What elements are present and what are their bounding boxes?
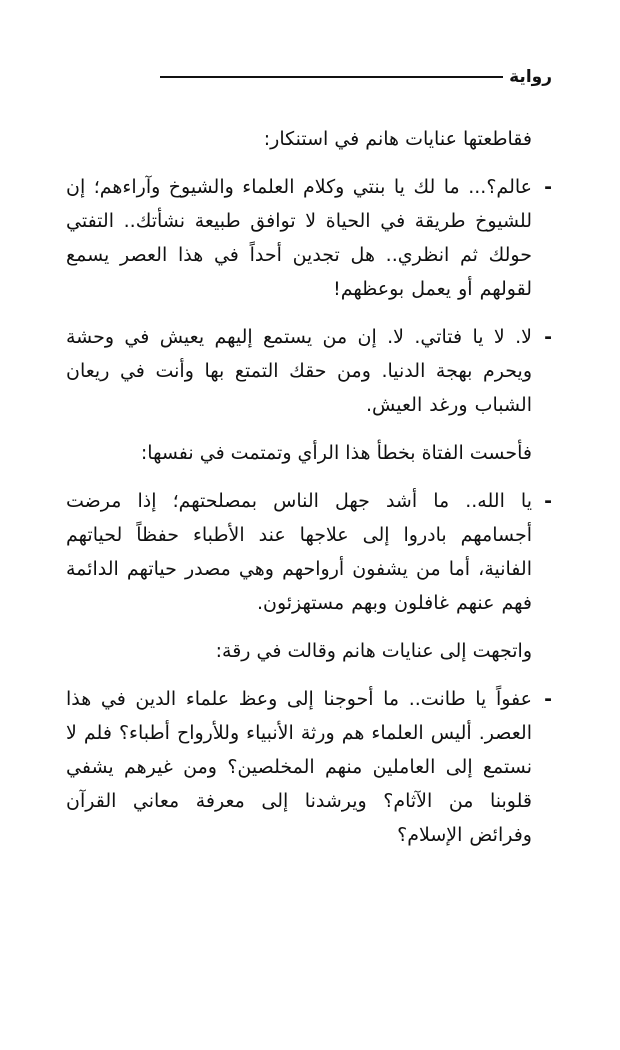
dialogue-text: لا. لا يا فتاتي. لا. إن من يستمع إليهم يعيش في وحشة ويحرم بهجة الدنيا. ومن حقك التمتع بها وأنت في ريعان الشباب ورغد العيش. — [66, 326, 532, 416]
narration-paragraph: فقاطعتها عنايات هانم في استنكار: — [263, 128, 532, 150]
header-title: رواية — [509, 67, 552, 87]
dialogue-text: يا الله.. ما أشد جهل الناس بمصلحتهم؛ إذا مرضت أجسامهم بادروا إلى علاجها عند الأطباء حفظاً لحياتهم الفانية، أما من يشفون أرواحهم وهي مصدر حياتهم الدائمة فهم عنهم غافلون وبهم مستهزئون. — [66, 490, 532, 614]
dialogue-dash: - — [544, 688, 552, 710]
dialogue-dash: - — [544, 326, 552, 348]
dialogue-text: عالم؟... ما لك يا بنتي وكلام العلماء والشيوخ وآراءهم؛ إن للشيوخ طريقة في الحياة لا توافق طبيعة نشأتك.. التفتي حولك ثم انظري.. هل تجدين أحداً في هذا العصر يسمع لقولهم أو يعمل بوعظهم! — [66, 176, 532, 300]
dialogue-text: عفواً يا طانت.. ما أحوجنا إلى وعظ علماء الدين في هذا العصر. أليس العلماء هم ورثة الأنبياء وللأرواح أطباء؟ فلم لا نستمع إلى العاملين منهم المخلصين؟ ومن غيرهم يشفي قلوبنا من الآثام؟ ويرشدنا إلى معرفة معاني القرآن وفرائض الإسلام؟ — [66, 688, 532, 846]
dialogue-paragraph — [66, 320, 552, 422]
header-rule — [160, 76, 503, 78]
dialogue-dash: - — [544, 490, 552, 512]
running-header — [160, 62, 552, 92]
page-body — [66, 122, 552, 866]
dialogue-paragraph — [66, 484, 552, 620]
dialogue-paragraph — [66, 170, 552, 306]
dialogue-dash: - — [544, 176, 552, 198]
narration-paragraph: فأحست الفتاة بخطأ هذا الرأي وتمتمت في نفسها: — [140, 442, 532, 464]
narration-paragraph: واتجهت إلى عنايات هانم وقالت في رقة: — [215, 640, 532, 662]
dialogue-paragraph — [66, 682, 552, 852]
